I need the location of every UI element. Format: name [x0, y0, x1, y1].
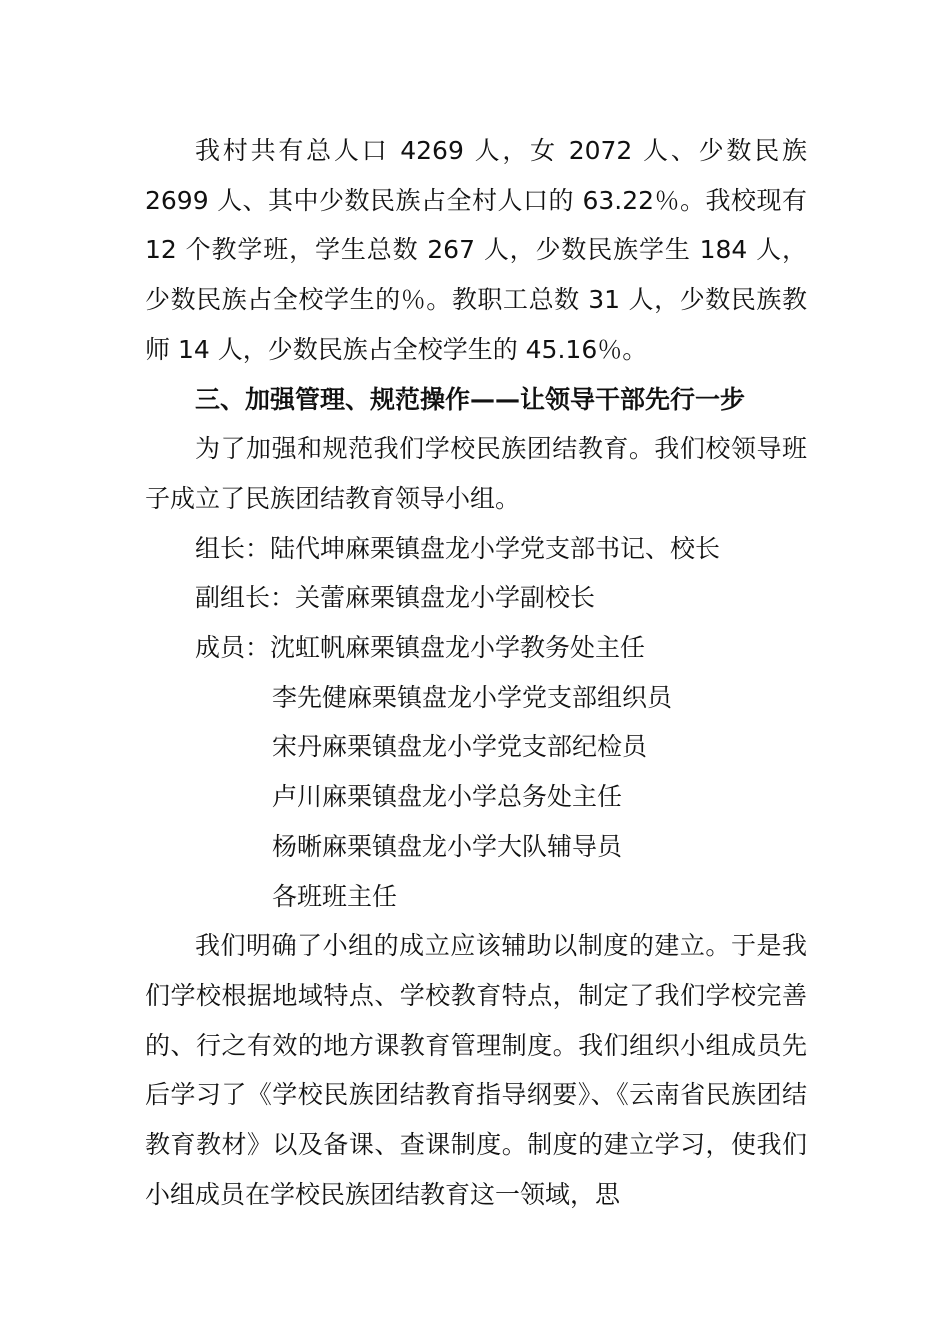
group-deputy-line: 副组长：关蕾麻栗镇盘龙小学副校长 — [195, 583, 596, 613]
group-leader-line: 组长：陆代坤麻栗镇盘龙小学党支部书记、校长 — [195, 533, 721, 563]
group-member-line: 各班班主任 — [272, 881, 398, 911]
group-member-line: 杨晰麻栗镇盘龙小学大队辅导员 — [272, 831, 623, 861]
section-heading: 三、加强管理、规范操作——让领导干部先行一步 — [195, 384, 746, 414]
group-member-line: 李先健麻栗镇盘龙小学党支部组织员 — [272, 682, 673, 712]
group-member-line: 卢川麻栗镇盘龙小学总务处主任 — [272, 782, 623, 812]
leadership-group-list — [145, 524, 807, 922]
group-member-line: 宋丹麻栗镇盘龙小学党支部纪检员 — [272, 732, 648, 762]
system-building-paragraph: 我们明确了小组的成立应该辅助以制度的建立。于是我们学校根据地域特点、学校教育特点，制定了我们学校完善的、行之有效的地方课教育管理制度。我们组织小组成员先后学习了《学校民族团结教育指导纲要》、《云南省民族团结教育教材》以及备课、查课制度。制度的建立学习，使我们小组成员在学校民族团结教育这一领域，思 — [145, 931, 807, 1209]
group-member-line: 成员：沈虹帆麻栗镇盘龙小学教务处主任 — [195, 633, 646, 663]
population-paragraph: 我村共有总人口 4269 人，女 2072 人、少数民族 2699 人、其中少数民族占全村人口的 63.22％。我校现有 12 个教学班，学生总数 267 人，少数民族学生 184 人，少数民族占全校学生的％。教职工总数 31 人，少数民族教师 14 人，少数民族占全校学生的 45.16％。 — [145, 136, 807, 364]
leadership-intro-paragraph: 为了加强和规范我们学校民族团结教育。我们校领导班子成立了民族团结教育领导小组。 — [145, 434, 807, 513]
document-page — [145, 126, 807, 1219]
